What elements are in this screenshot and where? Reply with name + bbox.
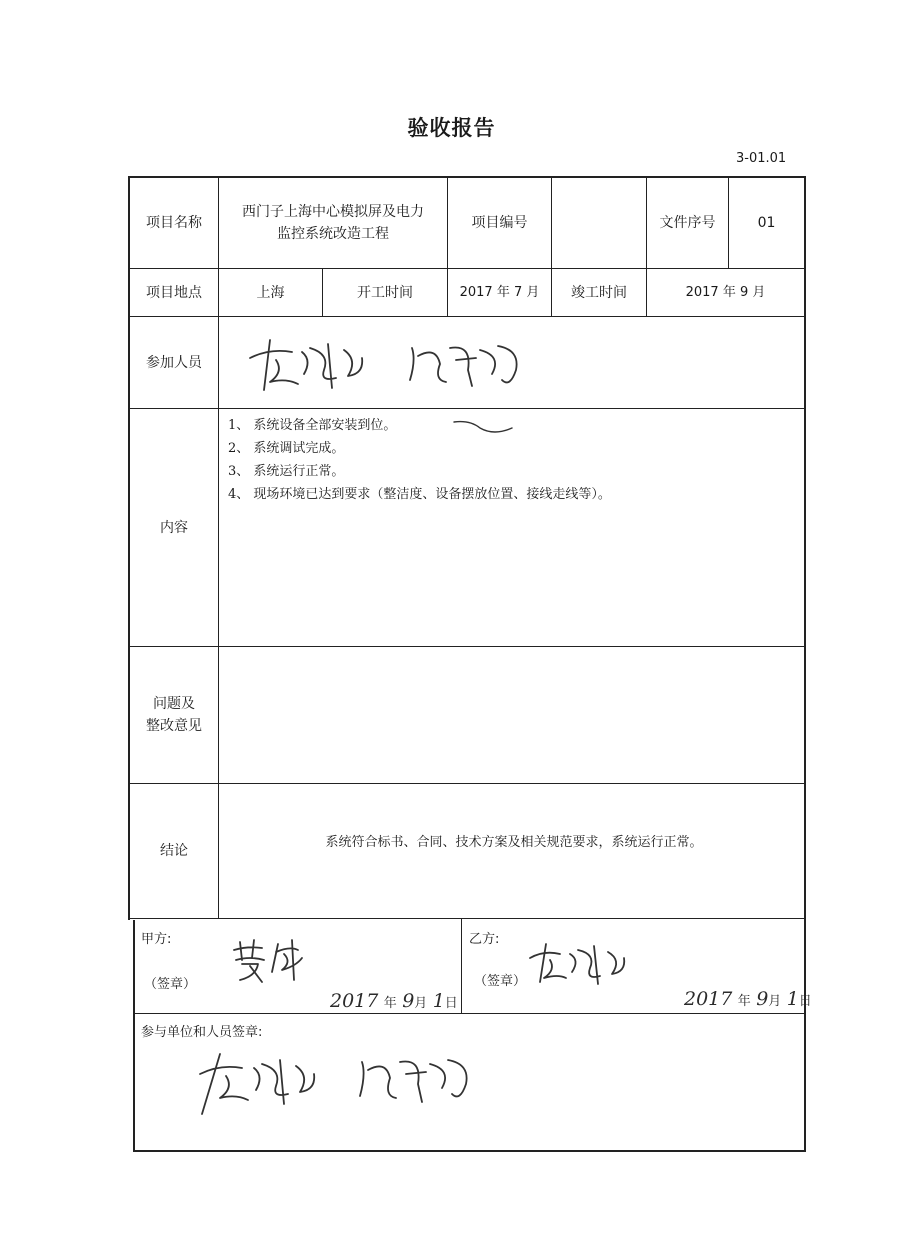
party-b-date-year-unit: 年 [737,994,751,1009]
party-b-label: 乙方: [469,932,500,947]
party-b-signature [524,938,639,988]
project-no-value [552,178,646,268]
participants-signature [240,330,540,400]
party-a-label: 甲方: [141,932,172,947]
end-time-value: 2017 年 9 月 [685,284,766,300]
party-a-signature [228,936,318,984]
end-time-label: 竣工时间 [571,284,627,301]
project-name-line1: 西门子上海中心模拟屏及电力 [242,204,424,220]
party-b-date-day: 1 [786,988,799,1010]
participants-sign-label: 参与单位和人员签章: [141,1025,263,1040]
party-a-date-day-unit: 日 [444,996,458,1011]
issues-label-line1: 问题及 [153,696,195,712]
content-item: 4、 现场环境已达到要求（整洁度、设备摆放位置、接线走线等）。 [228,487,611,502]
conclusion-text: 系统符合标书、合同、技术方案及相关规范要求，系统运行正常。 [325,835,703,850]
pen-mark [450,416,520,440]
conclusion-label: 结论 [160,843,188,859]
party-a-date-year-unit: 年 [383,996,397,1011]
content-item: 3、 系统运行正常。 [228,464,345,479]
party-b-date-month-unit: 月 [768,994,782,1009]
issues-label-line2: 整改意见 [146,718,202,734]
file-no-value: 01 [757,215,776,231]
start-time-value: 2017 年 7 月 [459,284,540,300]
party-b-date-day-unit: 日 [798,994,812,1009]
page-title: 验收报告 [407,116,496,140]
content-item: 1、 系统设备全部安装到位。 [228,418,397,433]
party-a-date [330,990,458,1012]
participants-sign-signature [190,1040,490,1120]
project-name-label: 项目名称 [146,215,202,231]
document-code: 3-01.01 [736,151,787,166]
party-b-date [684,988,812,1010]
project-name-value [219,178,447,268]
issues-label [130,647,218,783]
party-b-date-year: 2017 [684,988,733,1010]
content-label: 内容 [160,519,188,536]
start-time-label: 开工时间 [357,284,413,301]
party-a-date-day: 1 [432,990,445,1012]
content-item: 2、 系统调试完成。 [228,441,345,456]
project-name-line2: 监控系统改造工程 [277,226,389,242]
file-no-label: 文件序号 [659,215,716,231]
party-a-date-year: 2017 [330,990,379,1012]
location-label: 项目地点 [146,284,202,301]
party-a-date-month: 9 [402,990,415,1012]
party-a-date-month-unit: 月 [414,996,428,1011]
party-a-seal-label: （签章） [144,977,197,992]
party-b-seal-label: （签章） [474,974,527,989]
participants-label: 参加人员 [146,354,202,371]
location-value: 上海 [256,284,285,301]
party-b-date-month: 9 [756,988,769,1010]
project-no-label: 项目编号 [471,215,528,231]
